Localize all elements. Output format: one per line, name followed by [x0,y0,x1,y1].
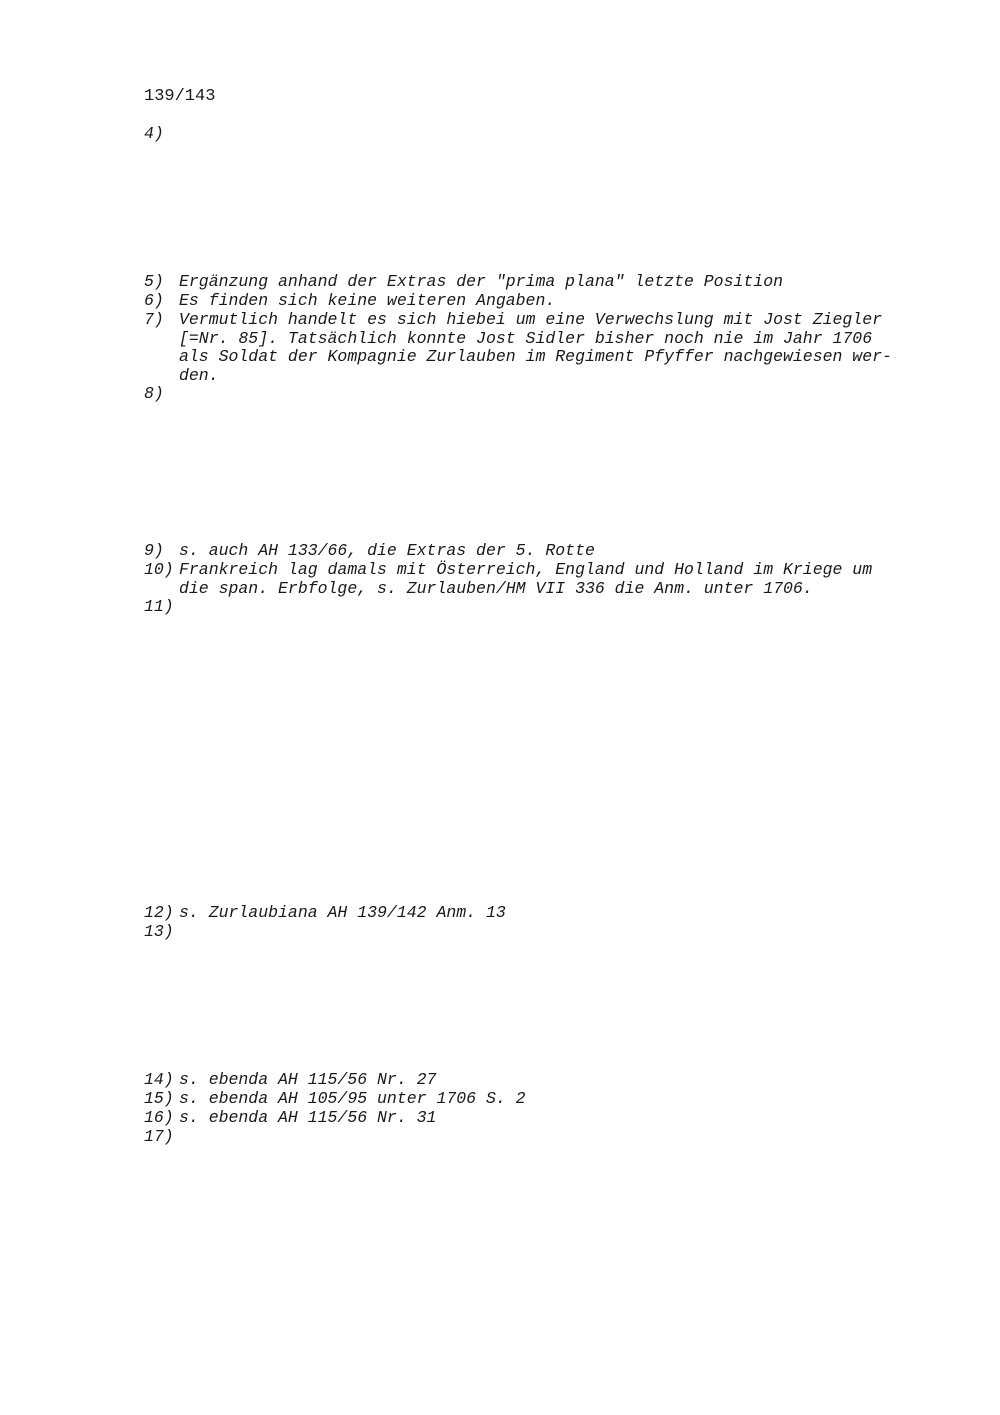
footnote-number: 7) [144,310,164,329]
footnote-line: Ergänzung anhand der Extras der "prima plana" letzte Position [179,272,783,291]
footnote-line: Es finden sich keine weiteren Angaben. [179,291,556,310]
footnote-text [179,561,919,598]
footnote-number: 12) [144,903,174,922]
page-number: 139/143 [144,87,216,106]
footnote-number: 14) [144,1070,174,1089]
footnote-number: 10) [144,560,174,579]
footnote-line: den. [179,365,219,385]
footnote-text [179,542,919,561]
footnote-line: s. ebenda AH 115/56 Nr. 31 [179,1108,437,1127]
footnote-line: [=Nr. 85]. Tatsächlich konnte Jost Sidler bisher noch nie im Jahr 1706 [179,328,873,348]
footnote-line: s. Zurlaubiana AH 139/142 Anm. 13 [179,903,506,922]
footnote-number: 15) [144,1089,174,1108]
footnote-line: als Soldat der Kompagnie Zurlauben im Regiment Pfyffer nachgewiesen wer- [179,347,892,366]
footnote-text [179,273,919,292]
footnote-text [179,1090,919,1109]
footnote-number: 6) [144,291,164,310]
footnote-text [179,311,919,385]
footnote-text [179,904,919,923]
footnote-line: s. ebenda AH 105/95 unter 1706 S. 2 [179,1089,526,1108]
footnote-number: 9) [144,541,164,560]
footnote-number: 8) [144,384,164,403]
footnote-line: Frankreich lag damals mit Österreich, England und Holland im Kriege um [179,560,873,579]
footnote-number: 17) [144,1127,174,1146]
footnote-number: 4) [144,124,164,143]
footnote-text [179,1109,919,1128]
footnote-number: 13) [144,922,174,941]
footnote-number: 16) [144,1108,174,1127]
footnote-text [179,292,919,311]
footnote-line: die span. Erbfolge, s. Zurlauben/HM VII 336 die Anm. unter 1706. [179,578,813,598]
footnote-line: s. ebenda AH 115/56 Nr. 27 [179,1070,437,1089]
footnote-number: 5) [144,272,164,291]
footnote-text [179,1071,919,1090]
footnote-line: Vermutlich handelt es sich hiebei um eine Verwechslung mit Jost Ziegler [179,310,883,329]
footnote-number: 11) [144,597,174,616]
footnote-line: s. auch AH 133/66, die Extras der 5. Rotte [179,541,595,560]
